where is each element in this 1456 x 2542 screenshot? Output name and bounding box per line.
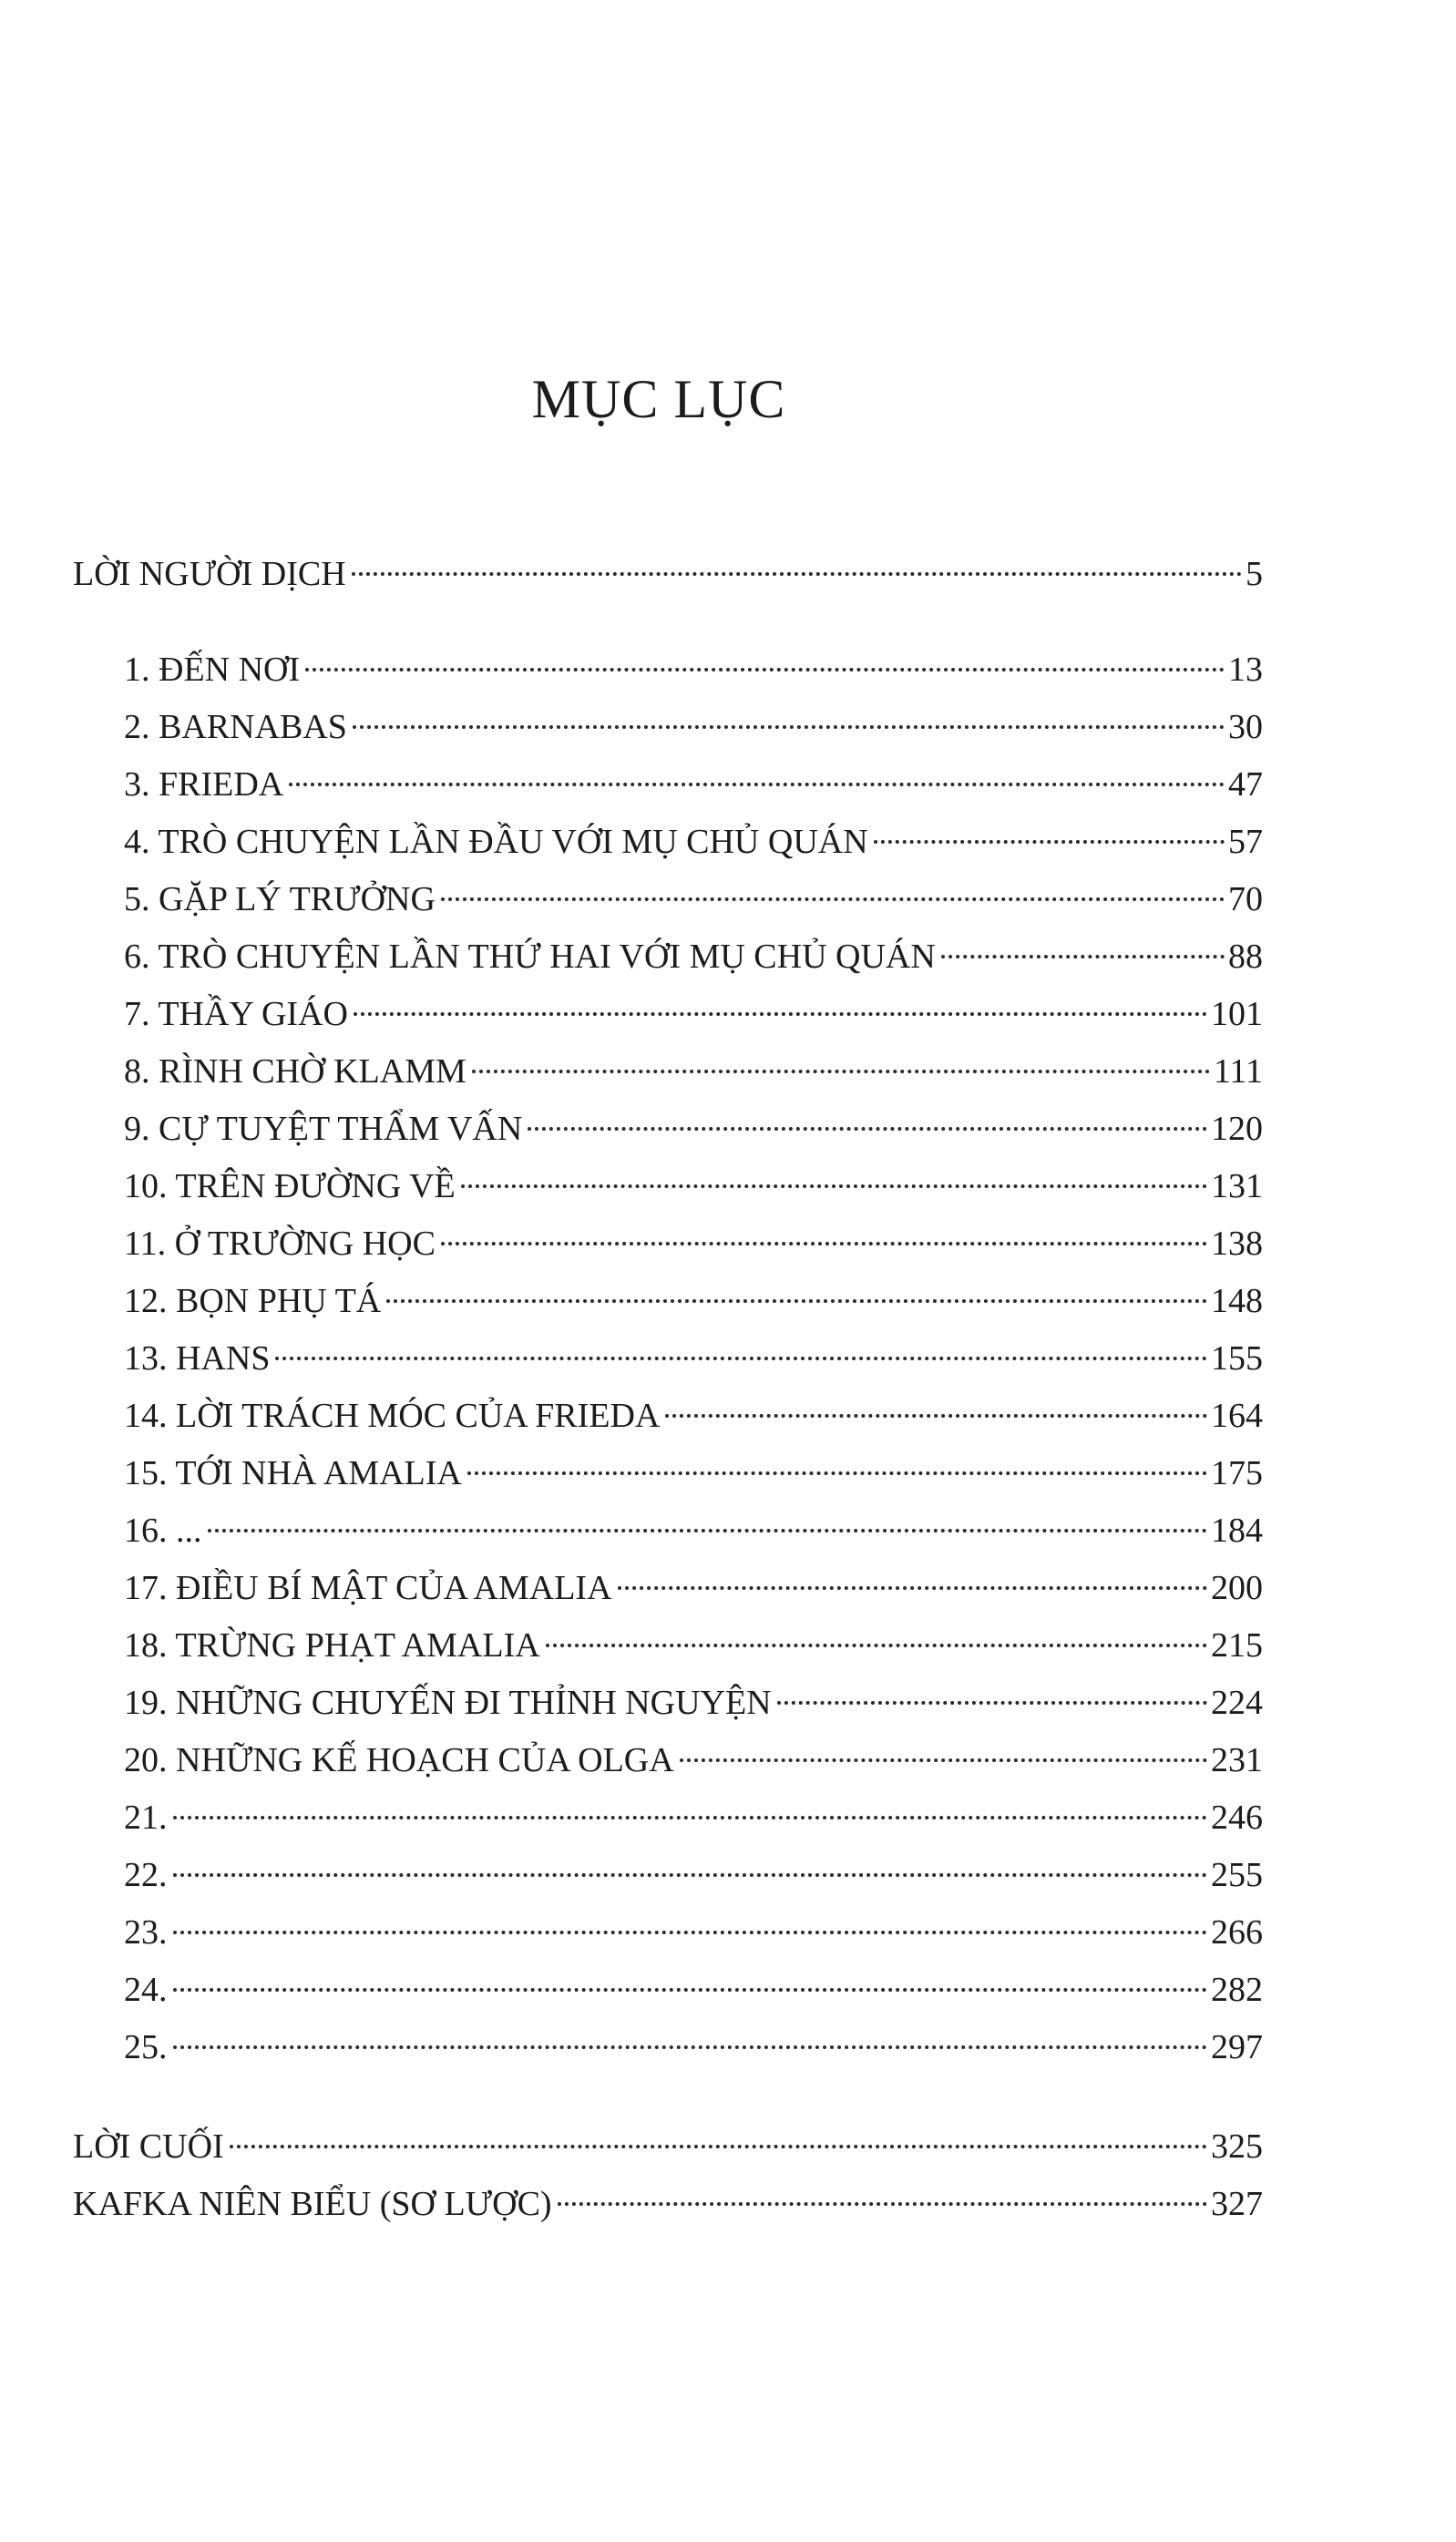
toc-entry-label: 17. ĐIỀU BÍ MẬT CỦA AMALIA — [124, 1569, 612, 1607]
toc-entry-chapter[interactable] — [124, 1616, 1263, 1666]
toc-entry-chapter[interactable] — [124, 1731, 1263, 1780]
toc-entry-chapter[interactable] — [124, 1789, 1263, 1838]
dot-leader — [941, 928, 1225, 968]
toc-entry-label: 5. GẶP LÝ TRƯỞNG — [124, 880, 436, 918]
toc-entry-chapter[interactable] — [124, 813, 1263, 862]
toc-entry-label: 23. — [124, 1913, 168, 1952]
toc-entry-page: 5 — [1246, 555, 1263, 593]
toc-entry-label: 24. — [124, 1971, 168, 2009]
toc-entry-label: 16. ... — [124, 1512, 202, 1550]
dot-leader — [173, 1903, 1208, 1943]
toc-entry-back[interactable] — [73, 2175, 1263, 2224]
toc-entry-chapter[interactable] — [124, 985, 1263, 1034]
toc-entry-chapter[interactable] — [124, 1042, 1263, 1092]
toc-entry-chapter[interactable] — [124, 1674, 1263, 1723]
toc-entry-label: 12. BỌN PHỤ TÁ — [124, 1282, 382, 1320]
dot-leader — [874, 813, 1225, 853]
toc-entry-page: 200 — [1211, 1569, 1263, 1607]
toc-entry-chapter[interactable] — [124, 1100, 1263, 1149]
toc-entry-page: 164 — [1211, 1397, 1263, 1435]
toc-entry-page: 246 — [1211, 1799, 1263, 1837]
dot-leader — [173, 1846, 1208, 1886]
toc-entry-label: 25. — [124, 2028, 168, 2066]
toc-entry-page: 297 — [1211, 2028, 1263, 2066]
toc-entry-back[interactable] — [73, 2117, 1263, 2167]
dot-leader — [353, 698, 1225, 738]
toc-entry-page: 231 — [1211, 1741, 1263, 1779]
toc-entry-label: 4. TRÒ CHUYỆN LẦN ĐẦU VỚI MỤ CHỦ QUÁN — [124, 823, 868, 861]
dot-leader — [386, 1272, 1207, 1312]
toc-entry-label: 9. CỰ TUYỆT THẨM VẤN — [124, 1110, 523, 1148]
toc-entry-page: 120 — [1211, 1110, 1263, 1148]
toc-entry-page: 327 — [1211, 2185, 1263, 2223]
toc-entry-label: 21. — [124, 1799, 168, 1837]
dot-leader — [354, 985, 1207, 1025]
toc-entry-label: 15. TỚI NHÀ AMALIA — [124, 1454, 462, 1492]
dot-leader — [352, 545, 1242, 585]
dot-leader — [467, 1444, 1207, 1484]
dot-leader — [173, 1961, 1208, 2001]
toc-entry-chapter[interactable] — [124, 1444, 1263, 1493]
toc-entry-chapter[interactable] — [124, 1961, 1263, 2010]
toc-entry-page: 255 — [1211, 1856, 1263, 1894]
toc-entry-page: 325 — [1211, 2127, 1263, 2166]
toc-entry-page: 215 — [1211, 1626, 1263, 1665]
dot-leader — [472, 1042, 1210, 1082]
toc-entry-label: 7. THẦY GIÁO — [124, 995, 348, 1033]
dot-leader — [558, 2175, 1207, 2215]
page-title: MỤC LỤC — [531, 369, 786, 429]
toc-entry-label: 2. BARNABAS — [124, 708, 347, 746]
toc-entry-label: 14. LỜI TRÁCH MÓC CỦA FRIEDA — [124, 1397, 661, 1435]
toc-entry-chapter[interactable] — [124, 1272, 1263, 1321]
toc-entry-page: 131 — [1211, 1167, 1263, 1205]
toc-entry-label: 13. HANS — [124, 1339, 271, 1378]
toc-entry-label: LỜI CUỐI — [73, 2127, 224, 2166]
toc-entry-label: 3. FRIEDA — [124, 765, 284, 804]
toc-entry-page: 224 — [1211, 1684, 1263, 1722]
dot-leader — [546, 1616, 1207, 1656]
toc-entry-chapter[interactable] — [124, 1387, 1263, 1436]
toc-entry-page: 175 — [1211, 1454, 1263, 1492]
toc-entry-page: 57 — [1228, 823, 1263, 861]
dot-leader — [208, 1502, 1208, 1542]
toc-entry-label: 18. TRỪNG PHẠT AMALIA — [124, 1626, 540, 1665]
toc-entry-label: 10. TRÊN ĐƯỜNG VỀ — [124, 1167, 456, 1205]
toc-entry-page: 70 — [1228, 880, 1263, 918]
toc-entry-chapter[interactable] — [124, 870, 1263, 919]
dot-leader — [173, 1789, 1208, 1829]
toc-entry-chapter[interactable] — [124, 1157, 1263, 1206]
dot-leader — [777, 1674, 1207, 1714]
toc-entry-page: 13 — [1228, 651, 1263, 689]
toc-entry-label: 6. TRÒ CHUYỆN LẦN THỨ HAI VỚI MỤ CHỦ QUÁN — [124, 938, 936, 976]
toc-entry-page: 30 — [1228, 708, 1263, 746]
toc-entry-label: 22. — [124, 1856, 168, 1894]
toc-entry-chapter[interactable] — [124, 2018, 1263, 2067]
dot-leader — [461, 1157, 1207, 1197]
toc-entry-chapter[interactable] — [124, 698, 1263, 747]
toc-entry-page: 266 — [1211, 1913, 1263, 1952]
toc-entry-chapter[interactable] — [124, 641, 1263, 690]
toc-entry-chapter[interactable] — [124, 928, 1263, 977]
dot-leader — [230, 2117, 1207, 2158]
toc-entry-chapter[interactable] — [124, 1846, 1263, 1895]
dot-leader — [441, 1215, 1207, 1255]
toc-entry-page: 88 — [1228, 938, 1263, 976]
dot-leader — [275, 1329, 1207, 1369]
toc-entry-label: 1. ĐẾN NƠI — [124, 651, 301, 689]
toc-entry-page: 101 — [1211, 995, 1263, 1033]
toc-entry-page: 47 — [1228, 765, 1263, 804]
toc-entry-chapter[interactable] — [124, 755, 1263, 805]
dot-leader — [441, 870, 1225, 910]
dot-leader — [618, 1559, 1207, 1599]
toc-entry-page: 282 — [1211, 1971, 1263, 2009]
toc-entry-page: 138 — [1211, 1225, 1263, 1263]
dot-leader — [173, 2018, 1208, 2058]
toc-entry-chapter[interactable] — [124, 1559, 1263, 1608]
dot-leader — [680, 1731, 1207, 1771]
toc-entry-label: 19. NHỮNG CHUYẾN ĐI THỈNH NGUYỆN — [124, 1684, 772, 1722]
toc-entry-front[interactable] — [73, 545, 1263, 594]
toc-entry-label: 20. NHỮNG KẾ HOẠCH CỦA OLGA — [124, 1741, 674, 1779]
toc-entry-chapter[interactable] — [124, 1903, 1263, 1953]
dot-leader — [665, 1387, 1207, 1427]
toc-entry-chapter[interactable] — [124, 1502, 1263, 1551]
toc-entry-chapter[interactable] — [124, 1329, 1263, 1379]
toc-entry-page: 184 — [1211, 1512, 1263, 1550]
toc-entry-label: 8. RÌNH CHỜ KLAMM — [124, 1052, 467, 1091]
toc-entry-chapter[interactable] — [124, 1215, 1263, 1264]
dot-leader — [305, 641, 1225, 681]
toc-entry-page: 155 — [1211, 1339, 1263, 1378]
dot-leader — [528, 1100, 1207, 1140]
dot-leader — [289, 755, 1225, 795]
toc-entry-page: 111 — [1213, 1052, 1263, 1091]
toc-entry-label: KAFKA NIÊN BIỂU (SƠ LƯỢC) — [73, 2185, 552, 2223]
toc-entry-label: 11. Ở TRƯỜNG HỌC — [124, 1225, 436, 1263]
toc-entry-label: LỜI NGƯỜI DỊCH — [73, 555, 346, 593]
toc-entry-page: 148 — [1211, 1282, 1263, 1320]
